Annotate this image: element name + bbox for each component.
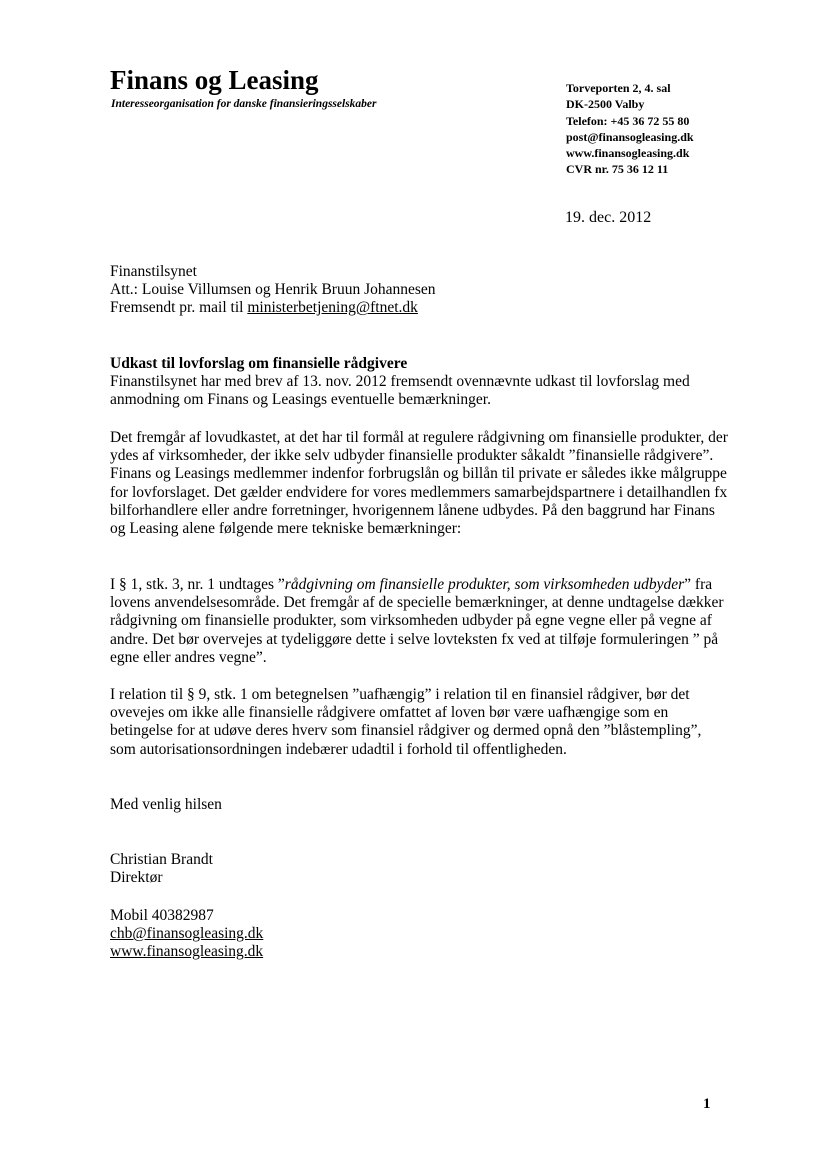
letter-date: 19. dec. 2012	[565, 209, 652, 226]
address-street: Torveporten 2, 4. sal	[566, 81, 671, 95]
address-city: DK-2500 Valby	[566, 97, 645, 112]
paragraph-section-1	[110, 576, 730, 667]
signer-name: Christian Brandt	[110, 851, 213, 868]
sender-address	[566, 80, 694, 178]
recipient-sent-via	[110, 299, 730, 317]
subject-intro: Finanstilsynet har med brev af 13. nov. 2012 fremsendt ovennævnte udkast til lovforslag med anmodning om Finans og Leasings eventuelle bemærkninger.	[110, 373, 690, 409]
subject-title: Udkast til lovforslag om finansielle rådgivere	[110, 355, 408, 372]
address-phone: Telefon: +45 36 72 55 80	[566, 113, 690, 128]
closing-greeting: Med venlig hilsen	[110, 796, 222, 813]
p3-quote: rådgivning om finansielle produkter, som virksomheden udbyder	[284, 576, 685, 593]
sent-via-prefix: Fremsendt pr. mail til	[110, 299, 248, 317]
org-name: Finans og Leasing	[110, 65, 319, 95]
paragraph-section-9: I relation til § 9, stk. 1 om betegnelsen ”uafhængig” i relation til en finansiel rådgiver, bør det ovevejes om ikke alle finansielle rådgivere omfattet af loven bør være uafhængige som en betingelse for at udøve deres hverv som finansiel rådgiver og dermed opnå den ”blåstempling”, som autorisationsordningen indebærer udadtil i forhold til offentligheden.	[110, 686, 702, 758]
p3-prefix: I § 1, stk. 3, nr. 1 undtages ”	[110, 576, 285, 593]
contact-email-link[interactable]: chb@finansogleasing.dk	[110, 925, 264, 943]
paragraph-scope: Det fremgår af lovudkastet, at det har til formål at regulere rådgivning om finansielle produkter, der ydes af virksomheder, der ikke selv udbyder finansielle produkter såkaldt ”finansielle rådgivere”. Finans og Leasings medlemmer indenfor forbrugslån og billån til private er således ikke målgruppe for lovforslaget. Det gælder endvidere for vores medlemmers samarbejdspartnere i detailhandlen fx bilforhandlere eller andre forretninger, hvorigennem lånene udbydes. På den baggrund har Finans og Leasing alene følgende mere tekniske bemærkninger:	[110, 429, 728, 538]
contact-website-link[interactable]: www.finansogleasing.dk	[110, 943, 264, 961]
address-website: www.finansogleasing.dk	[566, 146, 690, 161]
recipient-name: Finanstilsynet	[110, 263, 197, 280]
address-cvr: CVR nr. 75 36 12 11	[566, 162, 669, 177]
contact-mobile: Mobil 40382987	[110, 907, 214, 924]
page-number: 1	[703, 1096, 711, 1112]
subject-block	[110, 355, 730, 410]
signer-title: Direktør	[110, 869, 163, 887]
org-tagline: Interesseorganisation for danske finansieringsselskaber	[111, 98, 377, 110]
recipient-attention: Att.: Louise Villumsen og Henrik Bruun Johannesen	[110, 281, 436, 299]
p3-suffix: ” fra lovens anvendelsesområde. Det fremgår af de specielle bemærkninger, at denne undtagelse dækker rådgivning om finansielle produkter, som virksomheden udbyder på egne vegne eller på vegne af andre. Det bør overvejes at tydeliggøre dette i selve lovteksten fx ved at tilføje formuleringen ” på egne eller andres vegne”.	[110, 576, 724, 666]
recipient-email-link[interactable]: ministerbetjening@ftnet.dk	[247, 299, 418, 317]
address-email: post@finansogleasing.dk	[566, 129, 694, 144]
contact-block	[110, 907, 730, 962]
recipient-block	[110, 263, 730, 318]
signer-block	[110, 851, 730, 887]
